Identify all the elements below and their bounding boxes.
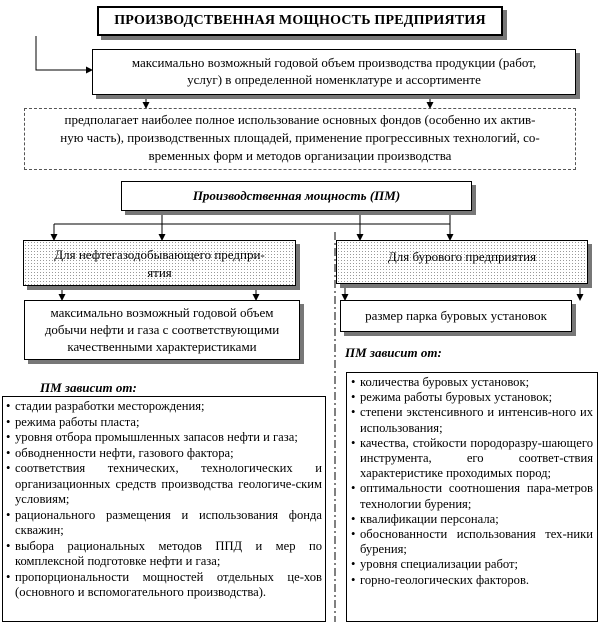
list-item: • уровня отбора промышленных запасов нефти и газа; (6, 430, 322, 446)
list-item: • стадии разработки месторождения; (6, 399, 322, 415)
page-title: ПРОИЗВОДСТВЕННАЯ МОЩНОСТЬ ПРЕДПРИЯТИЯ (114, 13, 486, 28)
right-depends-label: ПМ зависит от: (345, 345, 442, 360)
center-label: Производственная мощность (ПМ) (192, 188, 401, 203)
right-factors-box (346, 372, 598, 622)
left-branch-definition-line-1: максимально возможный годовой объем (50, 305, 274, 320)
left-branch-header-box (23, 240, 296, 286)
assumption-line-2: ную часть), производственных площадей, применение прогрессивных технологий, со- (60, 130, 540, 145)
definition-line-1: максимально возможный годовой объем производства продукции (работ, (131, 55, 537, 70)
right-branch-definition-box (340, 300, 572, 332)
list-item: • горно-геологических факторов. (351, 573, 593, 588)
list-item: • рационального размещения и использования фонда скважин; (6, 508, 322, 539)
list-item: • обоснованности использования тех-ники бурения; (351, 527, 593, 557)
left-branch-header-line-1: Для нефтегазодобывающего предпри- (54, 247, 265, 262)
definition-box (92, 49, 576, 95)
definition-line-2: услуг) в определенной номенклатуре и ассортименте (187, 72, 481, 87)
list-item: • обводненности нефти, газового фактора; (6, 446, 322, 462)
right-branch-definition: размер парка буровых установок (365, 308, 547, 323)
arrow-title-to-definition (36, 36, 92, 70)
left-factors-box (2, 396, 326, 622)
list-item: • качества, стойкости породоразру-шающего инструмента, его соответ-ствия характеристике проходимых пород; (351, 436, 593, 482)
assumption-line-1: предполагает наиболее полное использование основных фондов (особенно их актив- (64, 112, 536, 127)
left-branch-definition-line-2: добычи нефти и газа с соответствующими (44, 322, 280, 337)
list-item: • пропорциональности мощностей отдельных це-хов (основного и вспомогательного производства). (6, 570, 322, 601)
assumption-line-3: временных форм и методов организации производства (148, 148, 452, 163)
list-item: • количества буровых установок; (351, 375, 593, 390)
right-branch-header-box (336, 240, 588, 284)
list-item: • выбора рациональных методов ППД и мер по комплексной подготовке нефти и газа; (6, 539, 322, 570)
list-item: • оптимальности соотношения пара-метров технологии бурения; (351, 481, 593, 511)
list-item: • соответствия технических, технологических и организационных средств производства геологиче-ским условиям; (6, 461, 322, 508)
list-item: • степени экстенсивного и интенсив-ного их использования; (351, 405, 593, 435)
list-item: • уровня специализации работ; (351, 557, 593, 572)
list-item: • квалификации персонала; (351, 512, 593, 527)
left-branch-definition-line-3: качественными характеристиками (67, 339, 257, 354)
left-depends-label: ПМ зависит от: (40, 380, 137, 395)
left-factors-list (6, 399, 322, 601)
list-item: • режима работы буровых установок; (351, 390, 593, 405)
left-branch-header-line-2: ятия (147, 265, 172, 280)
left-branch-definition-box (24, 300, 300, 360)
assumption-box (24, 108, 576, 170)
right-branch-header: Для бурового предприятия (387, 249, 537, 264)
center-label-box (121, 181, 472, 211)
list-item: • режима работы пласта; (6, 415, 322, 431)
title-box (97, 6, 503, 36)
right-factors-list (351, 375, 593, 588)
